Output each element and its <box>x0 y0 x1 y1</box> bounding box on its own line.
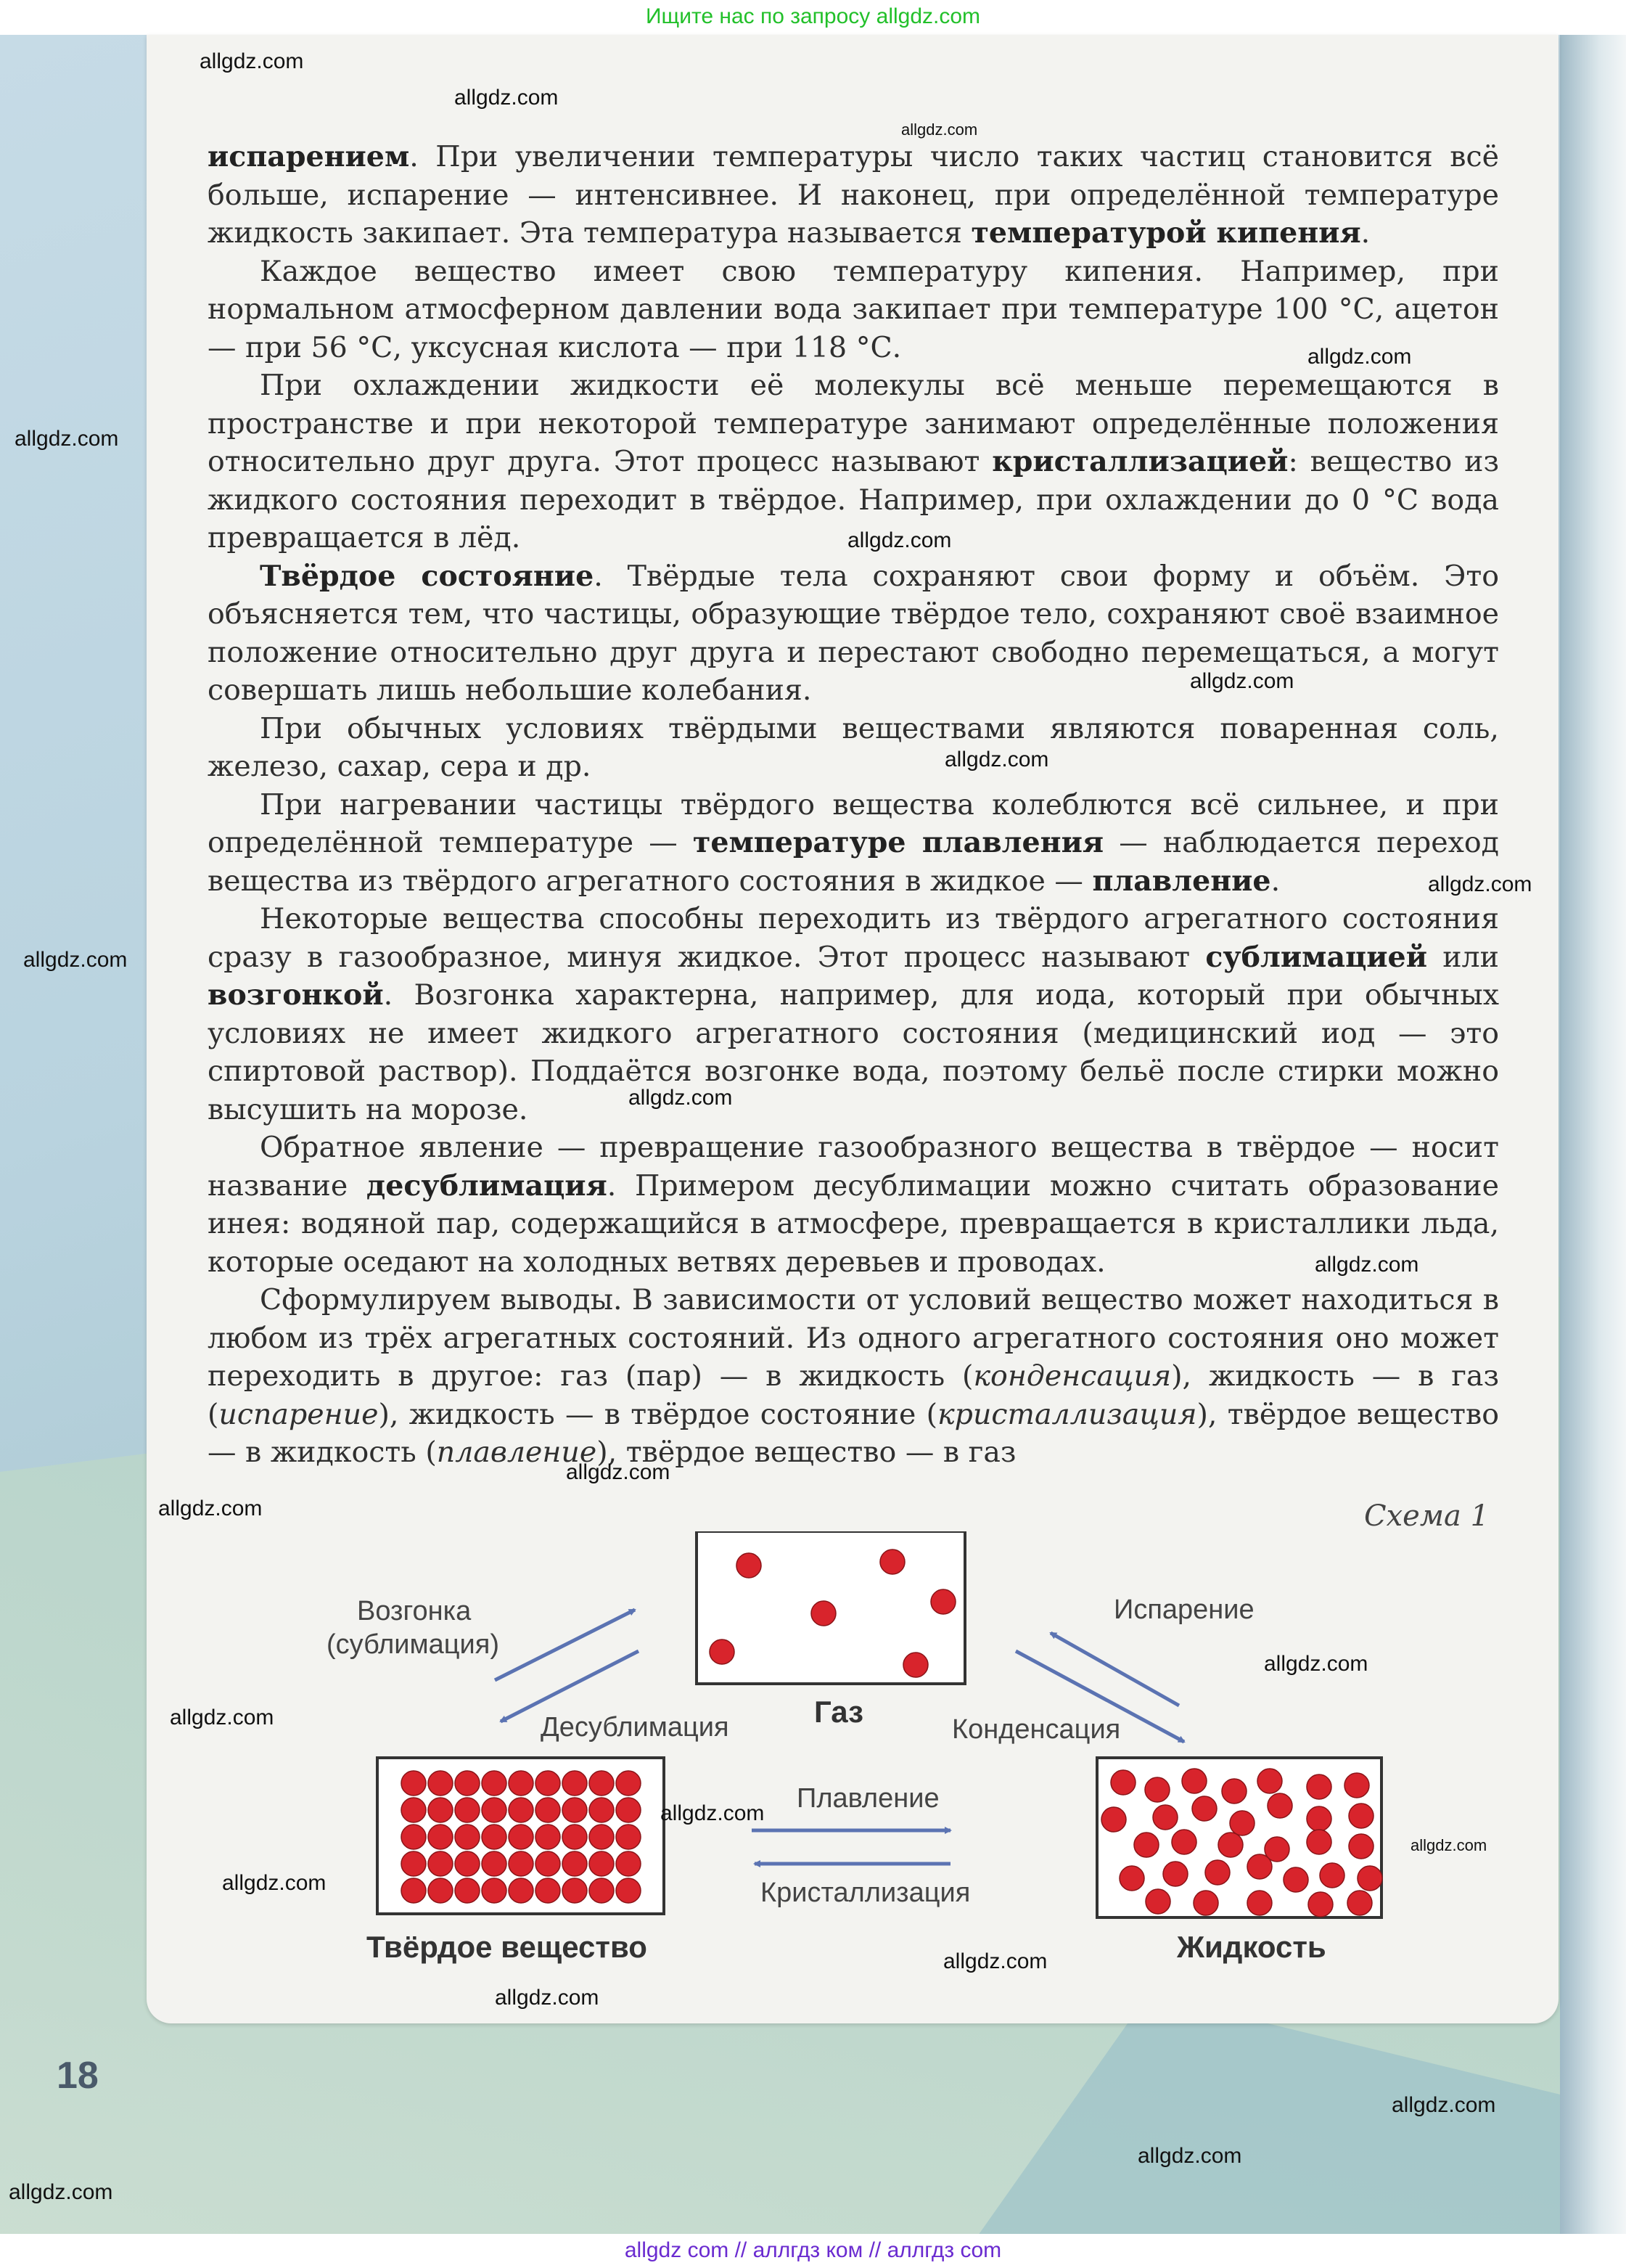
watermark: allgdz.com <box>9 2180 113 2204</box>
text-run: . Возгонка характерна, например, для иода, который при обычных условиях не имеет жидкого агрегатного состояния (медицинский иод — это спиртовой раствор). Поддаётся возгонке вода, поэтому бельё после стирки можно высушить на морозе. <box>208 978 1499 1126</box>
particle <box>562 1825 587 1849</box>
text-run: . <box>1360 216 1371 250</box>
particle <box>401 1798 426 1822</box>
text-run: — наблюдается переход вещества из твёрдого агрегатного состояния в жидкое — <box>208 826 1499 898</box>
particle <box>509 1825 533 1849</box>
particle <box>562 1798 587 1822</box>
watermark: allgdz.com <box>495 1986 599 2010</box>
book-spine <box>1560 35 1626 2234</box>
scheme-caption: Схема 1 <box>1364 1499 1490 1533</box>
particle <box>562 1851 587 1876</box>
particle <box>1134 1833 1159 1857</box>
particle <box>509 1771 533 1796</box>
particle <box>1192 1796 1217 1821</box>
paragraph <box>208 786 1499 901</box>
bold-term: температуре плавления <box>692 826 1104 859</box>
particle <box>535 1851 560 1876</box>
particle <box>535 1771 560 1796</box>
paragraph <box>208 900 1499 1129</box>
particle <box>509 1878 533 1903</box>
gas-label: Газ <box>814 1695 864 1729</box>
particle <box>562 1878 587 1903</box>
condensation-label: Конденсация <box>952 1714 1121 1745</box>
particle <box>736 1553 761 1578</box>
particle <box>616 1771 641 1796</box>
particle <box>1194 1891 1218 1915</box>
particle <box>455 1851 480 1876</box>
particle <box>1257 1769 1282 1793</box>
bold-term: плавление <box>1092 864 1271 898</box>
particle <box>482 1825 506 1849</box>
text-run: или <box>1427 940 1499 974</box>
particle <box>589 1878 614 1903</box>
text-run: Каждое вещество имеет свою температуру кипения. Например, при нормальном атмосферном давлении вода закипает при температуре 100 °С, ацетон — при 56 °С, уксусная кислота — при 118 °С. <box>208 254 1499 364</box>
footer-banner <box>0 2234 1626 2268</box>
particle <box>1320 1863 1344 1888</box>
particle <box>428 1878 453 1903</box>
watermark: allgdz.com <box>1411 1836 1487 1854</box>
watermark: allgdz.com <box>15 427 119 451</box>
particle <box>811 1601 836 1626</box>
particle <box>1230 1811 1255 1835</box>
particle <box>428 1825 453 1849</box>
particle <box>1218 1833 1243 1857</box>
paragraph <box>208 253 1499 367</box>
particle <box>1308 1892 1333 1917</box>
particle <box>589 1825 614 1849</box>
text-run: . При увеличении температуры число таких частиц становится всё больше, испарение — интенсивнее. И наконец, при определённой температуре жидкость закипает. Эта температура называется <box>208 140 1499 250</box>
particle <box>880 1549 905 1574</box>
melting-label: Плавление <box>797 1783 940 1814</box>
italic-term: конденсация <box>973 1359 1172 1393</box>
paragraph <box>208 557 1499 710</box>
particle <box>616 1798 641 1822</box>
sublimation-label: Возгонка <box>357 1596 472 1626</box>
particle <box>1284 1867 1308 1892</box>
particle <box>1163 1862 1188 1886</box>
text-run: Некоторые вещества способны переходить из твёрдого агрегатного состояния сразу в газообразное, минуя жидкое. Этот процесс называют <box>208 902 1499 974</box>
sublimation-arrow <box>495 1610 635 1680</box>
particle <box>509 1851 533 1876</box>
particle <box>616 1878 641 1903</box>
top-banner <box>0 0 1626 35</box>
particle <box>589 1771 614 1796</box>
text-run: ), твёрдое вещество — в газ <box>596 1436 1017 1469</box>
watermark: allgdz.com <box>200 49 304 73</box>
text-run: ), жидкость — в газ ( <box>208 1359 1499 1431</box>
particle <box>455 1878 480 1903</box>
particle <box>401 1878 426 1903</box>
text-run: Обратное явление — превращение газообразного вещества в твёрдое — носит название <box>208 1131 1499 1203</box>
particle <box>1347 1891 1372 1915</box>
particle <box>1120 1866 1144 1891</box>
paragraph <box>208 1129 1499 1281</box>
particle <box>1101 1807 1126 1832</box>
bold-term: испарением <box>208 140 410 173</box>
particle <box>710 1639 734 1664</box>
italic-term: кристаллизация <box>937 1397 1197 1431</box>
particle <box>903 1653 928 1677</box>
particle <box>455 1798 480 1822</box>
watermark: allgdz.com <box>170 1706 274 1729</box>
particle <box>1153 1805 1178 1830</box>
watermark: allgdz.com <box>1307 345 1412 369</box>
particle <box>1222 1779 1247 1804</box>
paragraph <box>208 710 1499 786</box>
watermark: allgdz.com <box>847 528 952 552</box>
bold-term: Твёрдое состояние <box>260 559 594 593</box>
desublimation-label: Десублимация <box>541 1712 729 1743</box>
particle <box>1172 1830 1196 1854</box>
particle <box>1307 1806 1331 1831</box>
particle <box>535 1878 560 1903</box>
watermark: allgdz.com <box>660 1801 765 1825</box>
watermark: allgdz.com <box>158 1497 263 1520</box>
particle <box>455 1825 480 1849</box>
particle <box>482 1771 506 1796</box>
particle <box>1111 1770 1136 1795</box>
particle <box>1247 1854 1272 1879</box>
text-run: При охлаждении жидкости её молекулы всё меньше перемещаются в пространстве и при некоторой температуре занимают определённые положения относительно друг друга. Этот процесс называют <box>208 369 1499 478</box>
particle <box>589 1798 614 1822</box>
particle <box>482 1851 506 1876</box>
text-run: При нагревании частицы твёрдого вещества колеблются всё сильнее, и при определённой температуре — <box>208 787 1499 859</box>
watermark: allgdz.com <box>23 948 128 972</box>
paragraph <box>208 1281 1499 1472</box>
particle <box>428 1798 453 1822</box>
particle <box>401 1825 426 1849</box>
particle <box>1205 1860 1230 1885</box>
watermark: allgdz.com <box>1264 1652 1368 1676</box>
watermark: allgdz.com <box>945 748 1049 771</box>
particle <box>1247 1891 1272 1915</box>
watermark: allgdz.com <box>901 120 978 139</box>
particle <box>1146 1889 1170 1914</box>
particle <box>562 1771 587 1796</box>
bold-term: кристаллизацией <box>992 445 1289 478</box>
watermark: allgdz.com <box>1428 872 1532 896</box>
particle <box>1145 1777 1170 1802</box>
particle <box>428 1851 453 1876</box>
watermark: allgdz.com <box>628 1086 733 1110</box>
text-run: . Твёрдые тела сохраняют свои форму и объём. Это объясняется тем, что частицы, образующие твёрдое тело, сохраняют своё взаимное положение относительно друг друга и перестают свободно перемещаться, а могут совершать лишь небольшие колебания. <box>208 559 1499 707</box>
watermark: allgdz.com <box>566 1460 670 1484</box>
liquid-label: Жидкость <box>1177 1930 1326 1964</box>
text-run: ), жидкость — в твёрдое состояние ( <box>378 1397 938 1431</box>
particle <box>535 1825 560 1849</box>
watermark: allgdz.com <box>454 86 559 110</box>
text-run: Сформулируем выводы. В зависимости от условий вещество может находиться в любом из трёх агрегатных состояний. Из одного агрегатного состояния оно может переходить в другое: газ (пар) — в жидкость ( <box>208 1283 1499 1393</box>
particle <box>401 1771 426 1796</box>
states-of-matter-diagram <box>290 1531 1524 1981</box>
particle <box>509 1798 533 1822</box>
particle <box>931 1589 956 1614</box>
bold-term: сублимацией <box>1205 940 1427 974</box>
bold-term: возгонкой <box>208 978 384 1012</box>
watermark: allgdz.com <box>1190 669 1294 693</box>
crystallization-label: Кристаллизация <box>760 1878 971 1908</box>
particle <box>616 1851 641 1876</box>
body-text <box>208 138 1499 1472</box>
particle <box>482 1878 506 1903</box>
text-run: . <box>1270 864 1281 898</box>
particle <box>535 1798 560 1822</box>
italic-term: плавление <box>436 1436 597 1469</box>
particle <box>401 1851 426 1876</box>
watermark: allgdz.com <box>943 1949 1048 1973</box>
desublimation-arrow <box>501 1651 639 1722</box>
particle <box>428 1771 453 1796</box>
solid-label: Твёрдое вещество <box>366 1930 647 1964</box>
particle <box>1307 1830 1331 1854</box>
bold-term: температурой кипения <box>971 216 1361 250</box>
particle <box>1349 1834 1374 1859</box>
bold-term: десублимация <box>366 1168 607 1203</box>
particle <box>455 1771 480 1796</box>
top-banner-link[interactable]: Ищите нас по запросу allgdz.com <box>645 4 981 28</box>
solid-particles <box>401 1771 641 1903</box>
italic-term: испарение <box>218 1397 379 1431</box>
text-run: При обычных условиях твёрдыми веществами являются поваренная соль, железо, сахар, сера и др. <box>208 711 1499 783</box>
paragraph <box>208 138 1499 253</box>
particle <box>1358 1866 1382 1891</box>
particle <box>1182 1769 1207 1793</box>
evaporation-label: Испарение <box>1114 1594 1255 1625</box>
text-run: ), твёрдое вещество — в жидкость ( <box>208 1397 1499 1469</box>
particle <box>482 1798 506 1822</box>
watermark: allgdz.com <box>1138 2144 1242 2168</box>
text-run: : вещество из жидкого состояния переходит в твёрдое. Например, при охлаждении до 0 °С вода превращается в лёд. <box>208 445 1499 554</box>
watermark: allgdz.com <box>222 1871 327 1895</box>
particle <box>589 1851 614 1876</box>
watermark: allgdz.com <box>1315 1253 1419 1277</box>
footer-link[interactable]: allgdz com // аллгдз ком // аллгдз com <box>624 2238 1002 2262</box>
sublimation-label-2: (сублимация) <box>327 1629 500 1660</box>
page-number: 18 <box>57 2055 99 2097</box>
particle <box>1268 1793 1292 1818</box>
particle <box>1307 1774 1331 1799</box>
particle <box>1349 1804 1374 1828</box>
watermark: allgdz.com <box>1392 2093 1496 2117</box>
text-run: . Примером десублимации можно считать образование инея: водяной пар, содержащийся в атмосфере, превращается в кристаллики льда, которые оседают на холодных ветвях деревьев и проводах. <box>208 1168 1499 1279</box>
particle <box>616 1825 641 1849</box>
particle <box>1344 1773 1369 1798</box>
evaporation-arrow <box>1051 1633 1179 1706</box>
